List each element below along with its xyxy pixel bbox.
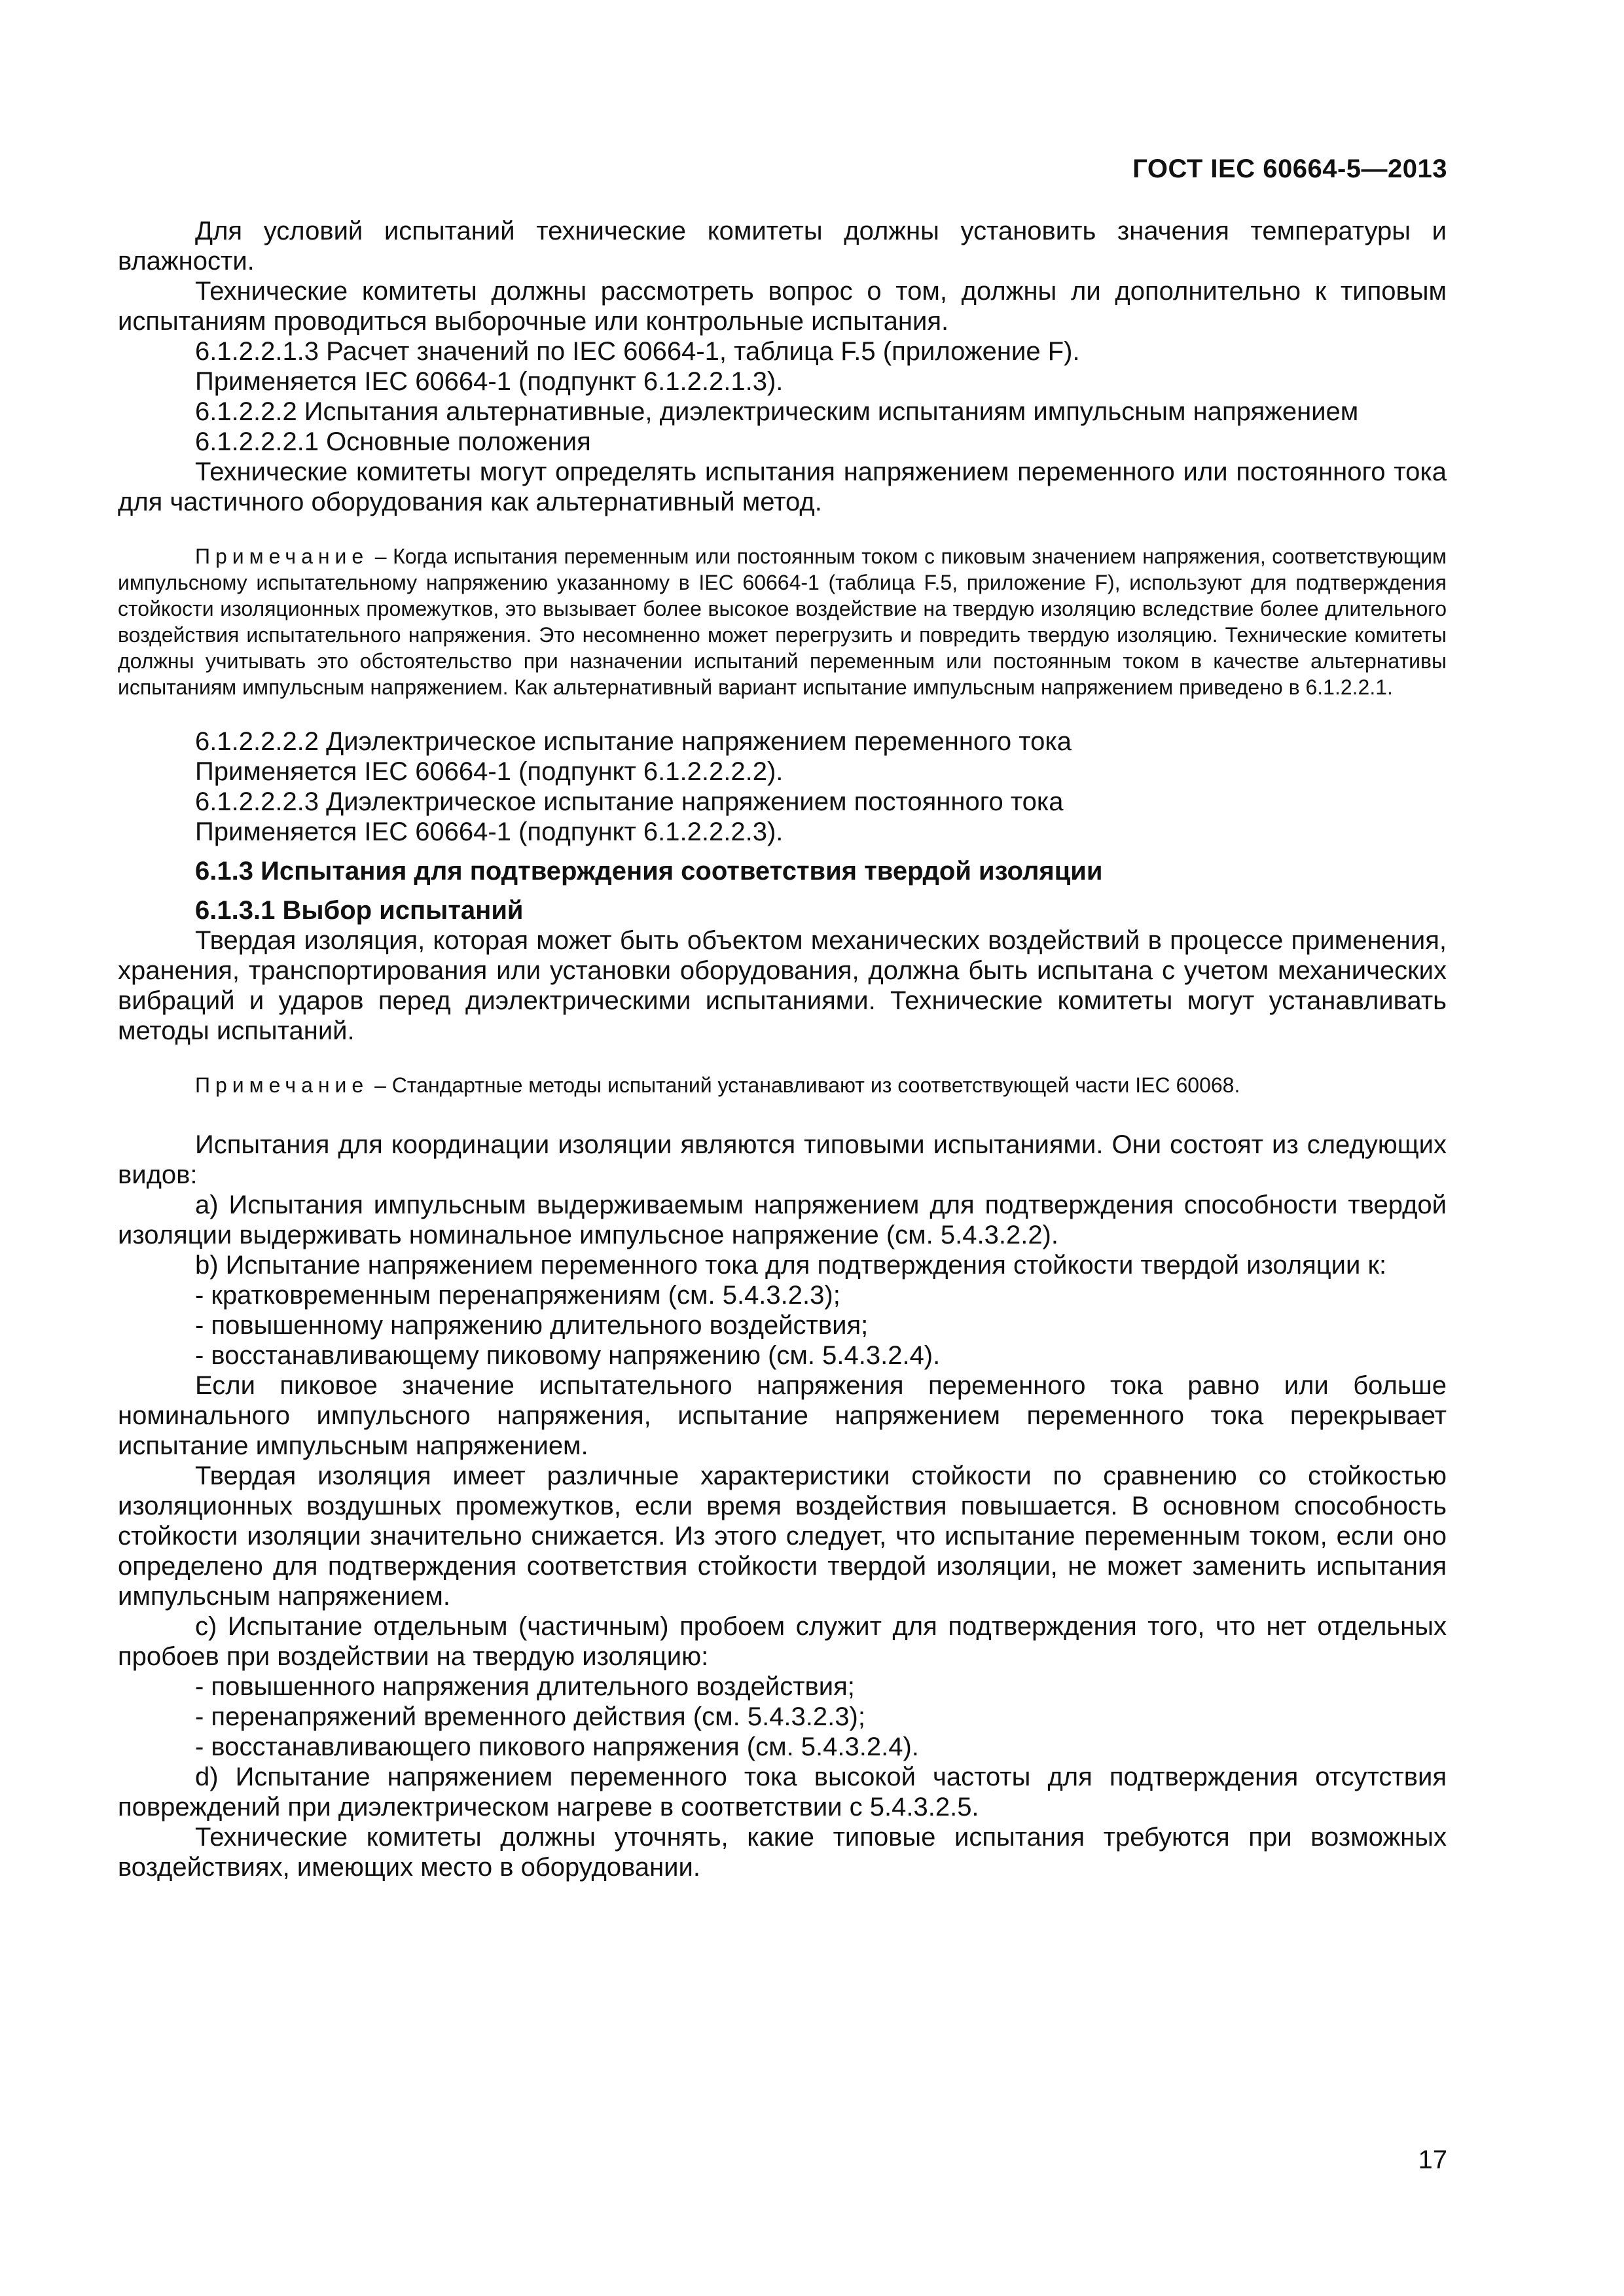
note-label: Примечание (195, 1073, 369, 1097)
paragraph: Испытания для координации изоляции являются типовыми испытаниями. Они состоят из следующих видов: (118, 1130, 1447, 1189)
paragraph: Технические комитеты могут определять испытания напряжением переменного или постоянного тока для частичного оборудования как альтернативный метод. (118, 457, 1447, 516)
list-item: a) Испытания импульсным выдерживаемым напряжением для подтверждения способности твердой изоляции выдерживать номинальное импульсное напряжение (см. 5.4.3.2.2). (118, 1191, 1447, 1249)
page-number: 17 (1418, 2145, 1447, 2174)
note-label: Примечание (195, 545, 369, 568)
document-header: ГОСТ IEC 60664-5—2013 (1132, 154, 1447, 183)
list-item: c) Испытание отдельным (частичным) пробоем служит для подтверждения того, что нет отдельных пробоев при воздействии на твердую изоляцию: (118, 1612, 1447, 1671)
note (118, 543, 1447, 700)
note-text: – Когда испытания переменным или постоянным током с пиковым значением напряжения, соответствующим импульсному испытательному напряжению указанному в IEC 60664-1 (таблица F.5, приложение F), используют для подтверждения стойкости изоляционных промежутков, это вызывает более высокое воздействие на твердую изоляцию вследствие более длительного воздействия испытательного напряжения. Это несомненно может перегрузить и повредить твердую изоляцию. Технические комитеты должны учитывать это обстоятельство при назначении испытаний переменным или постоянным током в качестве альтернативы испытаниям импульсным напряжением. Как альтернативный вариант испытание импульсным напряжением приведено в 6.1.2.2.1. (118, 545, 1447, 699)
paragraph: Технические комитеты должны уточнять, какие типовые испытания требуются при возможных воздействиях, имеющих место в оборудовании. (118, 1823, 1447, 1882)
paragraph: Твердая изоляция, которая может быть объектом механических воздействий в процессе применения, хранения, транспортирования или установки оборудования, должна быть испытана с учетом механических вибраций и ударов перед диэлектрическими испытаниями. Технические комитеты могут устанавливать методы испытаний. (118, 926, 1447, 1045)
paragraph: Для условий испытаний технические комитеты должны установить значения температуры и влажности. (118, 217, 1447, 276)
section-heading: 6.1.3 Испытания для подтверждения соответствия твердой изоляции (195, 857, 1103, 886)
paragraph: Применяется IEC 60664-1 (подпункт 6.1.2.2.2.3). (195, 817, 784, 846)
paragraph: Если пиковое значение испытательного напряжения переменного тока равно или больше номинального импульсного напряжения, испытание напряжением переменного тока перекрывает испытание импульсным напряжением. (118, 1371, 1447, 1460)
list-item: - восстанавливающему пиковому напряжению (см. 5.4.3.2.4). (195, 1341, 941, 1370)
list-item: b) Испытание напряжением переменного тока для подтверждения стойкости твердой изоляции к: (195, 1251, 1387, 1280)
paragraph: Применяется IEC 60664-1 (подпункт 6.1.2.2.2.2). (195, 757, 784, 786)
document-body (118, 216, 1447, 1882)
paragraph: Твердая изоляция имеет различные характеристики стойкости по сравнению со стойкостью изоляционных воздушных промежутков, если время воздействия повышается. В основном способность стойкости изоляции значительно снижается. Из этого следует, что испытание переменным током, если оно определено для подтверждения соответствия стойкости твердой изоляции, не может заменить испытания импульсным напряжением. (118, 1462, 1447, 1611)
clause-title: 6.1.2.2.2 Испытания альтернативные, диэлектрическим испытаниям импульсным напряжением (195, 397, 1359, 426)
list-item: - восстанавливающего пикового напряжения (см. 5.4.3.2.4). (195, 1732, 919, 1761)
clause-title: 6.1.2.2.2.1 Основные положения (195, 427, 591, 456)
list-item: - перенапряжений временного действия (см. 5.4.3.2.3); (195, 1702, 865, 1731)
note (118, 1072, 1447, 1098)
paragraph: Применяется IEC 60664-1 (подпункт 6.1.2.2.1.3). (195, 367, 784, 396)
clause-title: 6.1.2.2.2.3 Диэлектрическое испытание напряжением постоянного тока (195, 787, 1064, 816)
list-item: d) Испытание напряжением переменного тока высокой частоты для подтверждения отсутствия повреждений при диэлектрическом нагреве в соответствии с 5.4.3.2.5. (118, 1763, 1447, 1821)
clause-title: 6.1.2.2.1.3 Расчет значений по IEC 60664-1, таблица F.5 (приложение F). (195, 337, 1080, 366)
list-item: - кратковременным перенапряжениям (см. 5.4.3.2.3); (195, 1281, 840, 1310)
clause-title: 6.1.2.2.2.2 Диэлектрическое испытание напряжением переменного тока (195, 727, 1072, 756)
list-item: - повышенного напряжения длительного воздействия; (195, 1672, 855, 1701)
subsection-heading: 6.1.3.1 Выбор испытаний (195, 896, 524, 925)
paragraph: Технические комитеты должны рассмотреть вопрос о том, должны ли дополнительно к типовым испытаниям проводиться выборочные или контрольные испытания. (118, 277, 1447, 336)
list-item: - повышенному напряжению длительного воздействия; (195, 1311, 869, 1340)
note-text: – Стандартные методы испытаний устанавливают из соответствующей части IEC 60068. (369, 1073, 1240, 1097)
